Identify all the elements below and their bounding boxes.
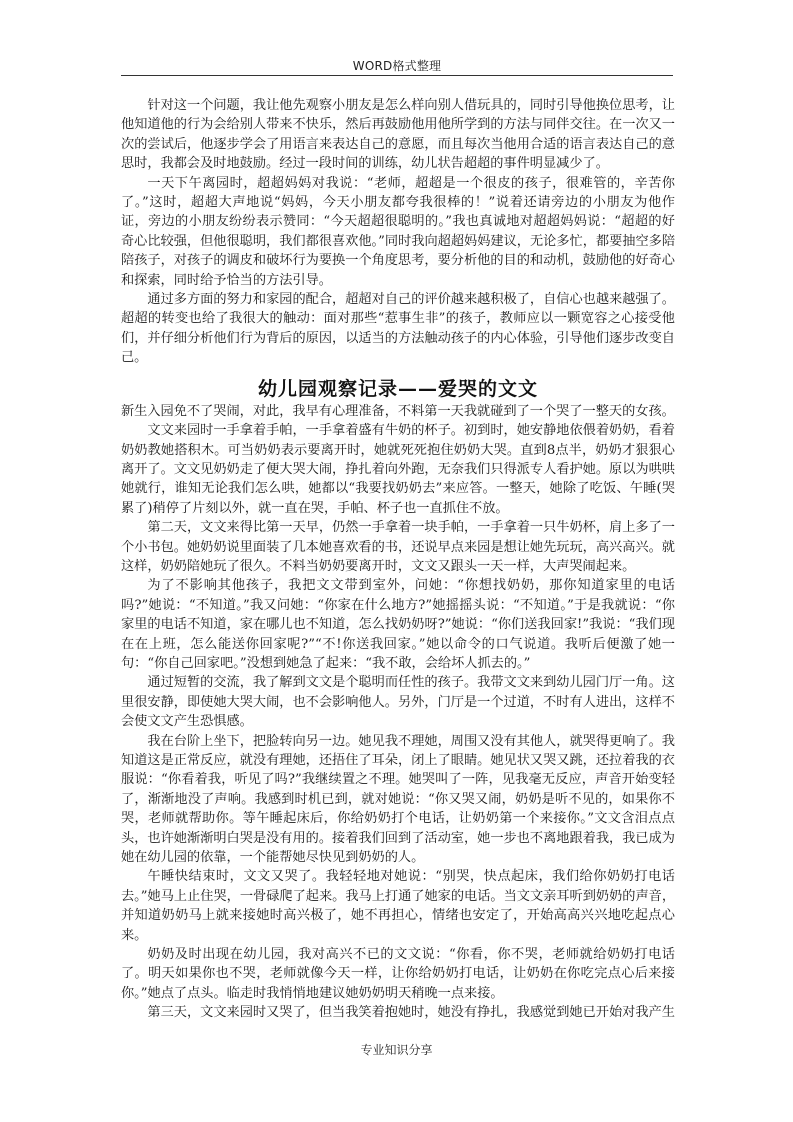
section-title: 幼儿园观察记录——爱哭的文文 xyxy=(257,377,538,400)
paragraph: 我在台阶上坐下，把脸转向另一边。她见我不理她，周围又没有其他人，就哭得更响了。我知道这是正常反应，就没有理她，还捂住了耳朵，闭上了眼睛。她见状又哭又跳，还拉着我的衣服说：“你看着我，听见了吗?”我继续置之不理。她哭叫了一阵，见我毫无反应，声音开始变轻了，渐渐地没了声响。我感到时机已到，就对她说：“你又哭又闹，奶奶是听不见的，如果你不哭，老师就帮助你。等午睡起床后，你给奶奶打个电话，让奶奶第一个来接你。”文文含泪点点头，也许她渐渐明白哭是没有用的。接着我们回到了活动室，她一步也不离地跟着我，我已成为她在幼儿园的依靠，一个能帮她尽快见到奶奶的人。 xyxy=(121,733,675,866)
paragraph: 通过多方面的努力和家园的配合，超超对自己的评价越来越积极了，自信心也越来越强了。超超的转变也给了我很大的触动：面对那些“惹事生非”的孩子，教师应以一颗宽容之心接受他们，并仔细分析他们行为背后的原因，以适当的方法触动孩子的内心体验，引导他们逐步改变自己。 xyxy=(121,292,675,366)
paragraph: 午睡快结束时，文文又哭了。我轻轻地对她说：“别哭，快点起床，我们给你奶奶打电话去。”她马上止住哭，一骨碌爬了起来。我马上打通了她家的电话。当文文亲耳听到奶奶的声音，并知道奶奶马上就来接她时高兴极了，她不再担心，情绪也安定了，开始高高兴兴地吃起点心来。 xyxy=(121,869,676,943)
page-footer: 专业知识分享 xyxy=(360,1043,433,1057)
paragraph: 文文来园时一手拿着手帕，一手拿着盛有牛奶的杯子。初到时，她安静地依偎着奶奶，看着奶奶教她搭积木。可当奶奶表示要离开时，她就死死抱住奶奶大哭。直到8点半，奶奶才狠狠心离开了。文文见奶奶走了便大哭大闹，挣扎着向外跑，无奈我们只得派专人看护她。原以为哄哄她就行，谁知无论我们怎么哄，她都以“我要找奶奶去”来应答。一整天，她除了吃饭、午睡(哭累了)稍停了片刻以外，就一直在哭，手帕、杯子也一直抓住不放。 xyxy=(121,423,675,516)
header-title: WORD格式整理 xyxy=(352,59,442,73)
paragraph: 第三天，文文来园时又哭了，但当我笑着抱她时，她没有挣扎，我感觉到她已开始对我产生 xyxy=(147,1005,675,1021)
paragraph: 通过短暂的交流，我了解到文文是个聪明而任性的孩子。我带文文来到幼儿园门厅一角。这里很安静，即使她大哭大闹，也不会影响他人。另外，门厅是一个过道，不时有人进出，这样不会使文文产生恐惧感。 xyxy=(121,675,675,730)
paragraph: 第二天，文文来得比第一天早，仍然一手拿着一块手帕，一手拿着一只牛奶杯，肩上多了一个小书包。她奶奶说里面装了几本她喜欢看的书，还说早点来园是想让她先玩玩，高兴高兴。就这样，奶奶陪她玩了很久。不料当奶奶要离开时，文文又跟头一天一样，大声哭闹起来。 xyxy=(121,520,675,574)
header-divider xyxy=(121,75,673,76)
paragraph: 奶奶及时出现在幼儿园，我对高兴不已的文文说：“你看，你不哭，老师就给奶奶打电话了。明天如果你也不哭，老师就像今天一样，让你给奶奶打电话，让奶奶在你吃完点心后来接你。”她点了点头。临走时我悄悄地建议她奶奶明天稍晚一点来接。 xyxy=(121,947,675,1001)
page-header xyxy=(121,54,673,76)
paragraph: 针对这一个问题，我让他先观察小朋友是怎么样向别人借玩具的，同时引导他换位思考，让他知道他的行为会给别人带来不快乐，然后再鼓励他用他所学到的方法与同伴交往。在一次又一次的尝试后，他逐步学会了用语言来表达自己的意愿，而且每次当他用合适的语言表达自己的意思时，我都会及时地鼓励。经过一段时间的训练，幼儿状告超超的事件明显减少了。 xyxy=(121,98,675,172)
document-body xyxy=(121,96,675,1023)
paragraph: 新生入园免不了哭闹，对此，我早有心理准备，不料第一天我就碰到了一个哭了一整天的女孩。 xyxy=(121,403,675,419)
paragraph: 为了不影响其他孩子，我把文文带到室外，问她：“你想找奶奶，那你知道家里的电话吗?”她说：“不知道。”我又问她：“你家在什么地方?”她摇摇头说：“不知道。”于是我就说：“你家里的电话不知道，家在哪儿也不知道，怎么找奶奶呀?”她说：“你们送我回家!”我说：“我们现在在上班，怎么能送你回家呢?”“不!你送我回家。”她以命令的口气说道。我听后便激了她一句：“你自己回家吧。”没想到她急了起来：“我不敢，会给坏人抓去的。” xyxy=(121,578,675,671)
paragraph: 一天下午离园时，超超妈妈对我说：“老师，超超是一个很皮的孩子，很难管的，辛苦你了。”这时，超超大声地说“妈妈，今天小朋友都夸我很棒的！”说着还请旁边的小朋友为他作证，旁边的小朋友纷纷表示赞同：“今天超超很聪明的。”我也真诚地对超超妈妈说：“超超的好奇心比较强，但他很聪明，我们都很喜欢他。”同时我向超超妈妈建议，无论多忙，都要抽空多陪陪孩子，对孩子的调皮和破坏行为要换一个角度思考，要分析他的目的和动机，鼓励他的好奇心和探索，同时给予恰当的方法引导。 xyxy=(121,175,676,288)
